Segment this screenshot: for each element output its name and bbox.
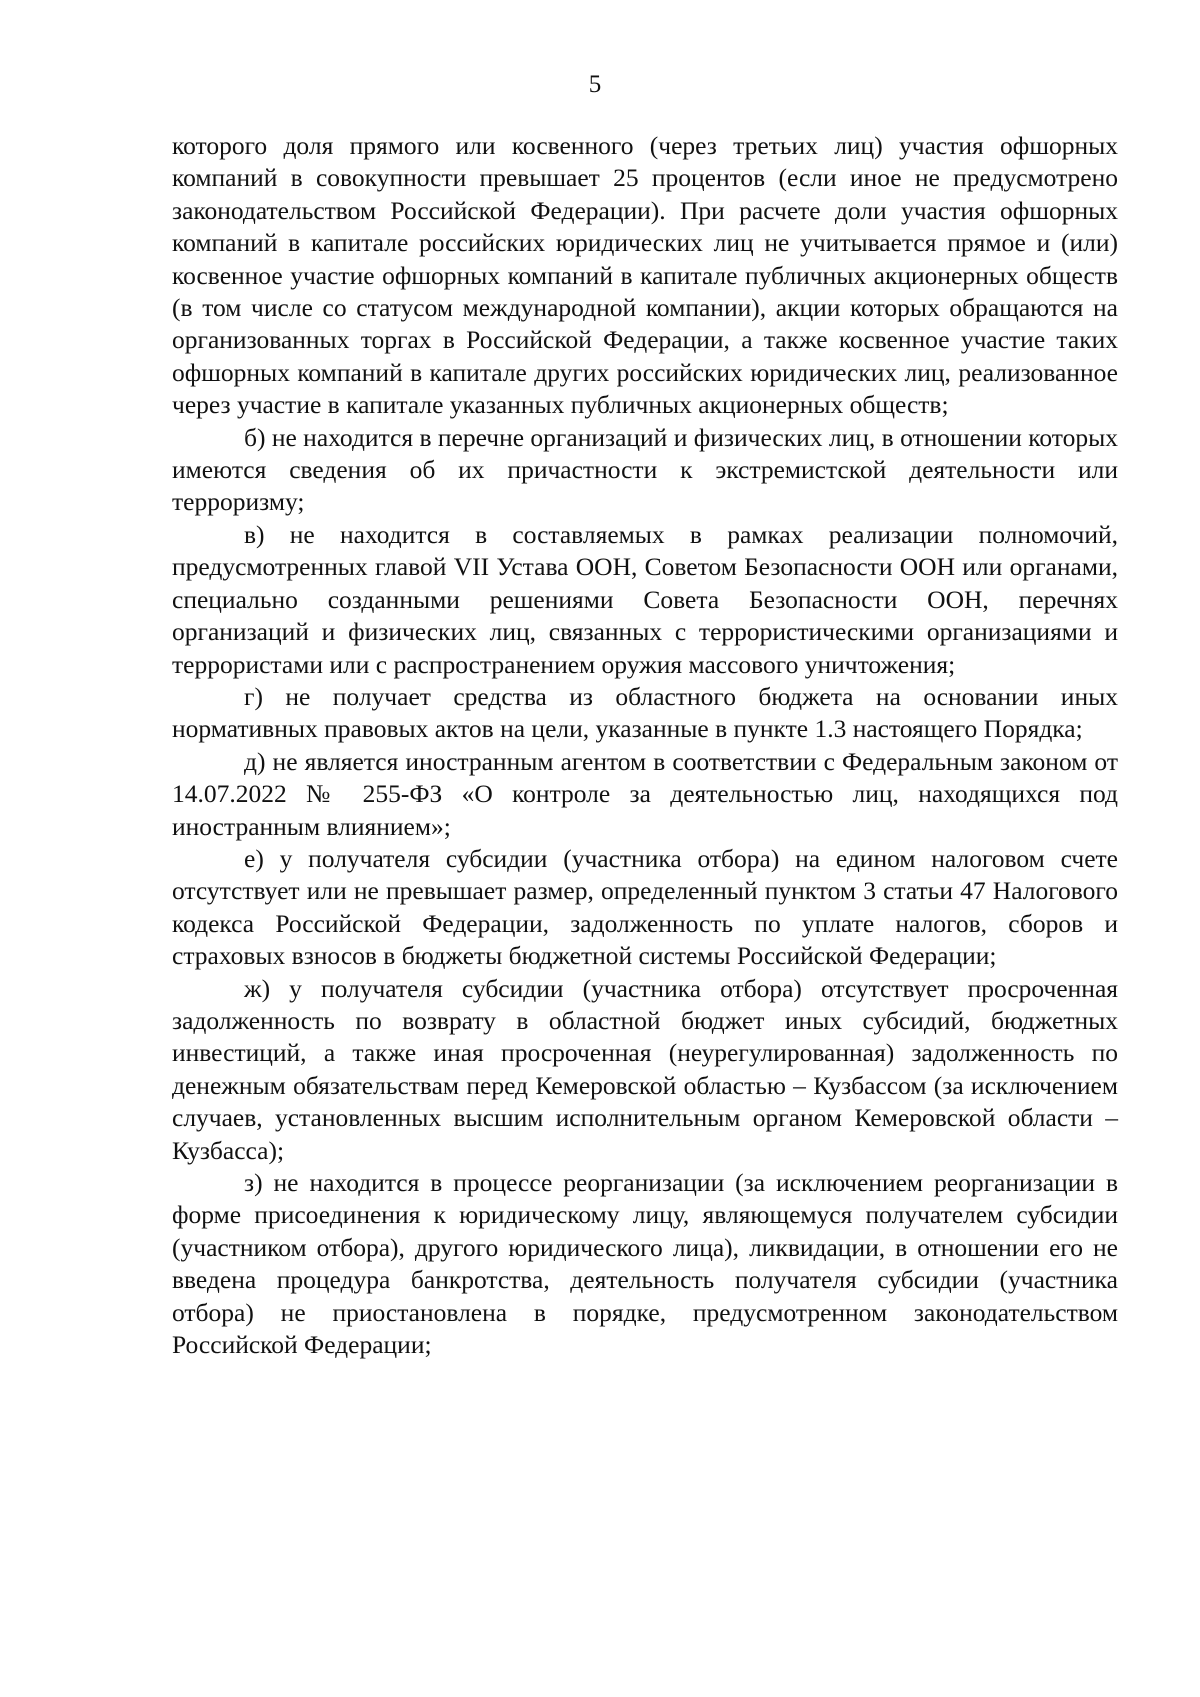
document-body [172, 130, 1118, 1361]
paragraph-e-tax-debt: е) у получателя субсидии (участника отбора) на едином налоговом счете отсутствует или не превышает размер, определенный пунктом 3 статьи 47 Налогового кодекса Российской Федерации, задолженность по уплате налогов, сборов и страховых взносов в бюджеты бюджетной системы Российской Федерации; [172, 843, 1118, 971]
paragraph-v-un-sanctions-list: в) не находится в составляемых в рамках реализации полномочий, предусмотренных главой VII Устава ООН, Советом Безопасности ООН или органами, специально созданными решениями Совета Безопасности ООН, перечнях организаций и физических лиц, связанных с террористическими организациями и террористами или с распространением оружия массового уничтожения; [172, 519, 1118, 679]
page-number: 5 [588, 71, 602, 98]
paragraph-b-extremism-list: б) не находится в перечне организаций и физических лиц, в отношении которых имеются сведения об их причастности к экстремистской деятельности или терроризму; [172, 422, 1118, 517]
paragraph-zh-overdue-debt: ж) у получателя субсидии (участника отбора) отсутствует просроченная задолженность по возврату в областной бюджет иных субсидий, бюджетных инвестиций, а также иная просроченная (неурегулированная) задолженность по денежным обязательствам перед Кемеровской областью – Кузбассом (за исключением случаев, установленных высшим исполнительным органом Кемеровской области – Кузбасса); [172, 973, 1118, 1165]
paragraph-z-reorganization: з) не находится в процессе реорганизации (за исключением реорганизации в форме присоединения к юридическому лицу, являющемуся получателем субсидии (участником отбора), другого юридического лица), ликвидации, в отношении его не введена процедура банкротства, деятельность получателя субсидии (участника отбора) не приостановлена в порядке, предусмотренном законодательством Российской Федерации; [172, 1168, 1118, 1360]
paragraph-offshore-participation: которого доля прямого или косвенного (через третьих лиц) участия офшорных компаний в совокупности превышает 25 процентов (если иное не предусмотрено законодательством Российской Федерации). При расчете доли участия офшорных компаний в капитале российских юридических лиц не учитывается прямое и (или) косвенное участие офшорных компаний в капитале публичных акционерных обществ (в том числе со статусом международной компании), акции которых обращаются на организованных торгах в Российской Федерации, а также косвенное участие таких офшорных компаний в капитале других российских юридических лиц, реализованное через участие в капитале указанных публичных акционерных обществ; [172, 131, 1118, 420]
paragraph-g-budget-funds: г) не получает средства из областного бюджета на основании иных нормативных правовых актов на цели, указанные в пункте 1.3 настоящего Порядка; [172, 681, 1118, 744]
paragraph-d-foreign-agent: д) не является иностранным агентом в соответствии с Федеральным законом от 14.07.2022 № 255-ФЗ «О контроле за деятельностью лиц, находящихся под иностранным влиянием»; [172, 746, 1118, 841]
